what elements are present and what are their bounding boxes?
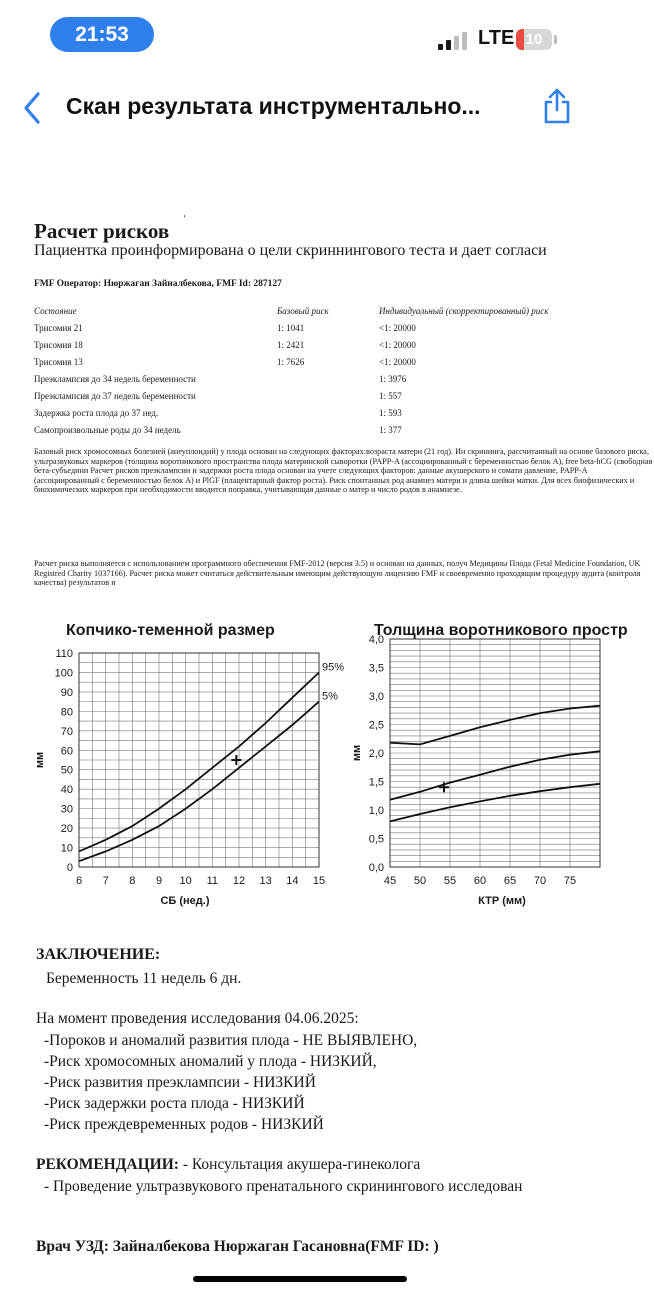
home-indicator[interactable] [193,1276,407,1282]
x-axis-label: СБ (нед.) [160,895,210,907]
y-tick-label: 40 [60,784,73,797]
y-tick-label: 3,5 [368,662,384,675]
navigation-bar [0,80,600,136]
y-tick-label: 90 [60,686,73,699]
y-tick-label: 80 [60,706,73,719]
series-label: 5% [322,690,338,703]
table-row: Преэклампсия до 37 недель беременности 1: 557 [34,391,402,401]
operator-line: FMF Оператор: Нюржаган Зайналбекова, FMF Id: 287127 [34,279,282,289]
x-tick-label: 75 [563,875,577,887]
series-label: 95% [322,661,345,674]
recommendation-item: - Проведение ультразвукового пренатального скринингового исследован [44,1178,523,1195]
conclusion-item: -Риск развития преэклампсии - НИЗКИЙ [44,1074,316,1091]
x-tick-label: 9 [155,875,163,887]
table-row: Самопроизвольные роды до 34 недель 1: 377 [34,425,402,435]
risk-table [34,306,600,442]
doctor-line: Врач УЗД: Зайналбекова Нюржаган Гасановна(FMF ID: ) [36,1238,439,1255]
conclusion-item: -Риск преждевременных родов - НИЗКИЙ [44,1116,324,1133]
y-tick-label: 3,0 [368,691,384,703]
x-tick-label: 60 [473,875,487,887]
table-row: Трисомия 21 1: 1041 <1: 20000 [34,323,416,333]
y-tick-label: 10 [60,842,73,855]
y-tick-label: 60 [60,745,73,758]
y-tick-label: 20 [60,823,73,836]
status-bar [0,0,600,72]
y-tick-label: 50 [60,764,73,777]
risk-explanation: Базовый риск хромосомных болезней (анеуплоидий) у плода основан на следующих факторах:возраста матери (21 год). Ин скрининга, рассчитанный на основе базового риска, ультразвуковых маркеров (толщина воротникового пространства плода материнской сыворотки (PAPP-A (ассоциированный с беременностью белок А), free beta-hCG (свободная бета-субъедини Расчет рисков преэклампсии и задержки роста плода основан на учете следующих факторов: данные акушерского и сомати давление, PAPP-A (ассоциированный с беременностью белок А) и PlGF (плацентарный фактор роста). Риск спонтанных род анамнез матери и длина шейки матки. Для всех биофизических и биохимических маркеров при необходимости вводится поправка, учитывающая данные о матер и число родов в анамнезе. [34,447,653,495]
x-tick-label: 11 [206,875,219,887]
scan-mark: ` [176,212,189,226]
y-tick-label: 2,5 [368,719,384,732]
x-tick-label: 70 [533,875,547,887]
battery-level: 10 [525,31,543,48]
table-row: Трисомия 13 1: 7626 <1: 20000 [34,357,416,367]
y-tick-label: 4,0 [368,634,384,646]
crl-chart [30,616,360,916]
x-tick-label: 13 [259,875,272,887]
measurement-marker [231,755,241,765]
y-tick-label: 0,0 [368,862,384,874]
status-time: 21:53 [50,17,154,52]
recommendations-line [36,1156,420,1174]
y-tick-label: 70 [60,725,73,738]
conclusion-item: -Риск задержки роста плода - НИЗКИЙ [44,1095,305,1112]
table-row: Преэклампсия до 34 недель беременности 1: 3976 [34,374,407,384]
x-tick-label: 8 [129,875,136,887]
y-tick-label: 0,5 [368,833,384,846]
document-title: Расчет рисков [34,219,170,243]
x-tick-label: 10 [179,875,192,887]
x-tick-label: 6 [75,875,83,887]
recommendations-heading: РЕКОМЕНДАЦИИ: [36,1156,179,1173]
recommendation-item: - Консультация акушера-гинеколога [182,1156,421,1173]
conclusion-item: -Риск хромосомных аномалий у плода - НИЗКИЙ, [44,1053,377,1070]
x-tick-label: 55 [443,875,457,887]
y-tick-label: 0 [66,862,73,874]
x-tick-label: 14 [286,875,299,887]
page-title: Скан результата инструментально... [66,93,481,119]
y-tick-label: 30 [60,803,73,816]
y-tick-label: 110 [55,648,73,660]
conclusion-heading: ЗАКЛЮЧЕНИЕ: [36,946,161,963]
signal-icon [438,30,470,50]
nt-chart [338,616,628,916]
crl-chart-svg [30,616,360,916]
x-tick-label: 65 [503,875,517,887]
nt-chart-svg [338,616,628,916]
x-tick-label: 12 [232,875,246,887]
chart-title: Толщина воротникового простр [374,622,628,639]
y-tick-label: 2,0 [368,748,384,760]
pregnancy-term: Беременность 11 недель 6 дн. [46,970,242,987]
x-tick-label: 15 [312,875,326,887]
network-label: LTE [478,27,515,49]
chevron-left-icon[interactable] [18,88,48,128]
x-tick-label: 7 [102,875,109,887]
y-axis-label: мм [34,751,46,769]
y-axis-label: мм [351,744,363,762]
table-row: Задержка роста плода до 37 нед. 1: 593 [34,408,402,418]
risk-table-header: Состояние Базовый риск Индивидуальный (скорректированный) риск [34,306,549,316]
scanned-document [0,150,653,1255]
x-tick-label: 50 [413,875,427,887]
battery-icon [516,29,552,50]
y-tick-label: 100 [54,667,73,680]
share-icon[interactable] [540,86,574,126]
x-axis-label: КТР (мм) [478,895,526,907]
software-note: Расчет риска выполняется с использованием программного обеспечения FMF-2012 (версия 3.5) и основан на данных, получ Медицины Плода (Fetal Medicine Foundation, UK Registred Charity 1037166). Расчет риска может считаться действительным имеющим действующую лицензию FMF и своевременно проходящим процедуру аудита (контроля качества) результатов и [34,559,641,588]
exam-date-line: На момент проведения исследования 04.06.2025: [36,1010,359,1027]
table-row: Трисомия 18 1: 2421 <1: 20000 [34,340,416,350]
x-tick-label: 45 [383,875,397,887]
patient-consent: Пациентка проинформирована о цели скриннингового теста и дает согласи [34,242,547,259]
y-tick-label: 1,0 [368,805,384,817]
series-line [390,706,600,745]
y-tick-label: 1,5 [368,776,384,789]
chart-title: Копчико-теменной размер [66,622,275,639]
conclusion-item: -Пороков и аномалий развития плода - НЕ ВЫЯВЛЕНО, [44,1032,418,1049]
